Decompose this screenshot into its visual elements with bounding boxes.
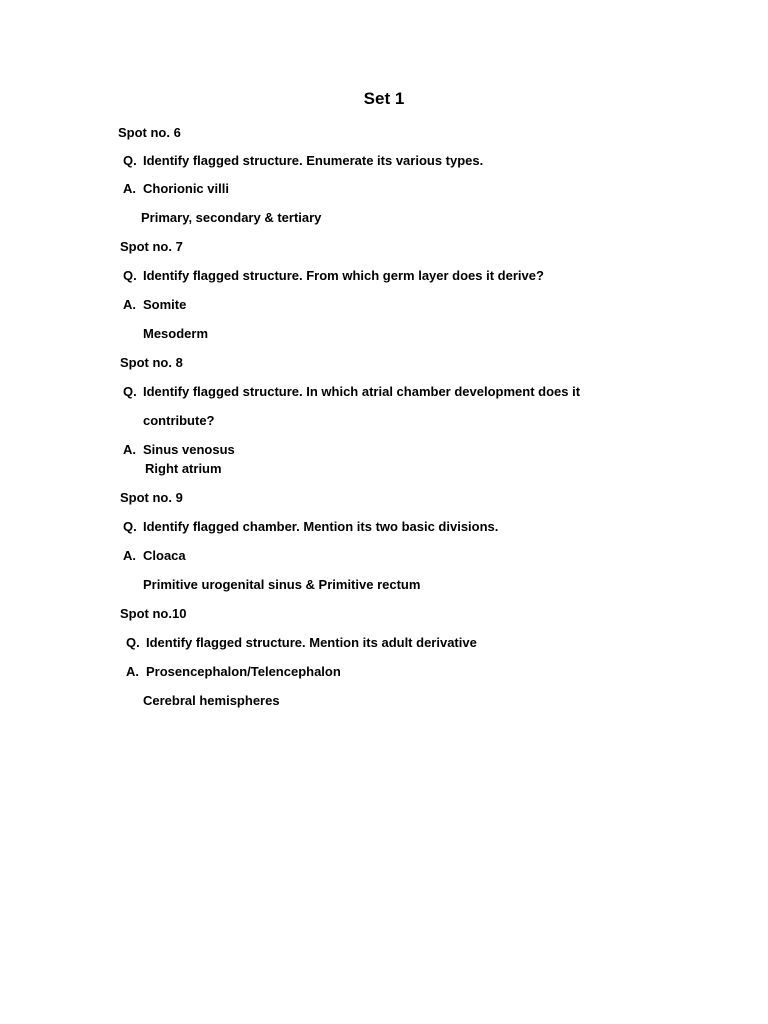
answer-detail: Right atrium [145, 461, 222, 476]
spot-heading: Spot no. 8 [120, 355, 183, 370]
answer-text: Cloaca [143, 548, 186, 563]
question [123, 519, 498, 534]
answer-text: Somite [143, 297, 187, 312]
spot-heading: Spot no. 9 [120, 490, 183, 505]
answer [123, 442, 235, 457]
spot-heading: Spot no. 6 [118, 125, 181, 140]
question-prefix: Q. [123, 519, 137, 534]
answer-text: Sinus venosus [143, 442, 235, 457]
answer [123, 548, 186, 563]
spot-heading: Spot no. 7 [120, 239, 183, 254]
answer-detail: Primary, secondary & tertiary [141, 210, 322, 225]
answer-prefix: A. [123, 297, 136, 312]
answer-detail: Cerebral hemispheres [143, 693, 280, 708]
answer-prefix: A. [123, 442, 136, 457]
answer-detail: Primitive urogenital sinus & Primitive rectum [143, 577, 421, 592]
answer-text: Chorionic villi [143, 181, 229, 196]
answer-text: Prosencephalon/Telencephalon [146, 664, 341, 679]
answer [126, 664, 341, 679]
question-text: Identify flagged chamber. Mention its two basic divisions. [143, 519, 499, 534]
answer-detail: Mesoderm [143, 326, 209, 341]
answer-prefix: A. [123, 181, 136, 196]
spot-heading: Spot no.10 [120, 606, 187, 621]
question-text: Identify flagged structure. Enumerate its various types. [143, 153, 484, 168]
question-prefix: Q. [123, 153, 137, 168]
answer [123, 181, 229, 196]
question-text: Identify flagged structure. From which germ layer does it derive? [143, 268, 544, 283]
page-title: Set 1 [363, 89, 405, 108]
answer-prefix: A. [126, 664, 139, 679]
question [126, 635, 477, 650]
question [123, 268, 544, 283]
answer [123, 297, 186, 312]
question-continuation: contribute? [143, 413, 215, 428]
question-prefix: Q. [126, 635, 140, 650]
question [123, 384, 580, 399]
question-prefix: Q. [123, 384, 137, 399]
answer-prefix: A. [123, 548, 136, 563]
question-prefix: Q. [123, 268, 137, 283]
question-text: Identify flagged structure. Mention its adult derivative [146, 635, 477, 650]
question [123, 153, 483, 168]
question-text: Identify flagged structure. In which atrial chamber development does it [143, 384, 581, 399]
